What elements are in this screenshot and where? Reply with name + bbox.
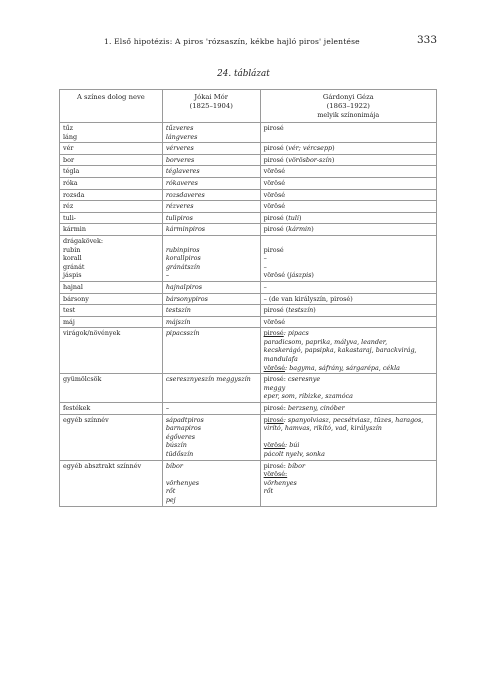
table-caption: 24. táblázat <box>217 69 270 79</box>
table-row: virágok/növények pipacsszín pirosé: pipacs paradicsom, paprika, mályva, leander, kecskerágó, papsipka, kakastaraj, barackvirág, mandulafa vörösé: bagyma, sáfrány, sárgarépa, cékla <box>60 328 437 374</box>
running-head: 1. Első hipotézis: A piros 'rózsaszín, kékbe hajló piros' jelentése <box>104 37 360 46</box>
table-row: bársony bársonypiros – (de van királyszín, pirosé) <box>60 293 437 305</box>
table-row: máj májszín vörösé <box>60 316 437 328</box>
header-colored-thing: A színes dolog neve <box>60 90 163 123</box>
table-row: egyéb absztrakt színnév bíbor vörhenyes rőt pej pirosé: bíbor vörösé: vörhenyes rőt <box>60 460 437 506</box>
table-row: tégla téglaveres vörösé <box>60 166 437 178</box>
table-row: réz rézveres vörösé <box>60 201 437 213</box>
table-row: gyümölcsök cseresznyeszín meggyszín pirosé: cseresnye meggy eper, som, ribizke, szamóca <box>60 374 437 403</box>
table-row: hajnal hajnalpiros – <box>60 281 437 293</box>
table-row: test testszín pirosé (testszín) <box>60 305 437 317</box>
table-header-row <box>60 90 437 123</box>
table-row: egyéb színnév sápadtpiros barnapiros égőveres búszín tüdőszín pirosé: spanyolviasz, pecsétviasz, tüzes, haragos, virító, hamvas, rikító, vad, királyszín vörösé: búi pácolt nyelv, sonka <box>60 414 437 460</box>
table-row: drágakövek: rubin korall gránát jáspis rubinpiros korallpiros gránátszín – pirosé – – vörösé (jászpis) <box>60 235 437 281</box>
table-row: tűz láng tűzveres lángveres pirosé <box>60 123 437 143</box>
header-gardonyi: Gárdonyi Géza (1863–1922) melyik színonimája <box>260 90 436 123</box>
header-jokai: Jókai Mór (1825–1904) <box>162 90 260 123</box>
page-number: 333 <box>417 34 438 46</box>
table-row: róka rókaveres vörösé <box>60 177 437 189</box>
table-row: tuli- tulipiros pirosé (tuli) <box>60 212 437 224</box>
color-names-table <box>59 89 437 507</box>
table-row: festékek – pirosé: berzseny, cinóber <box>60 403 437 415</box>
table-row: rozsda rozsdaveres vörösé <box>60 189 437 201</box>
table-row: bor borveres pirosé (vörösbor-szín) <box>60 154 437 166</box>
table-row: kármin kárminpiros pirosé (kármin) <box>60 224 437 236</box>
table-row: vér vérveres pirosé (vér; vércsepp) <box>60 143 437 155</box>
